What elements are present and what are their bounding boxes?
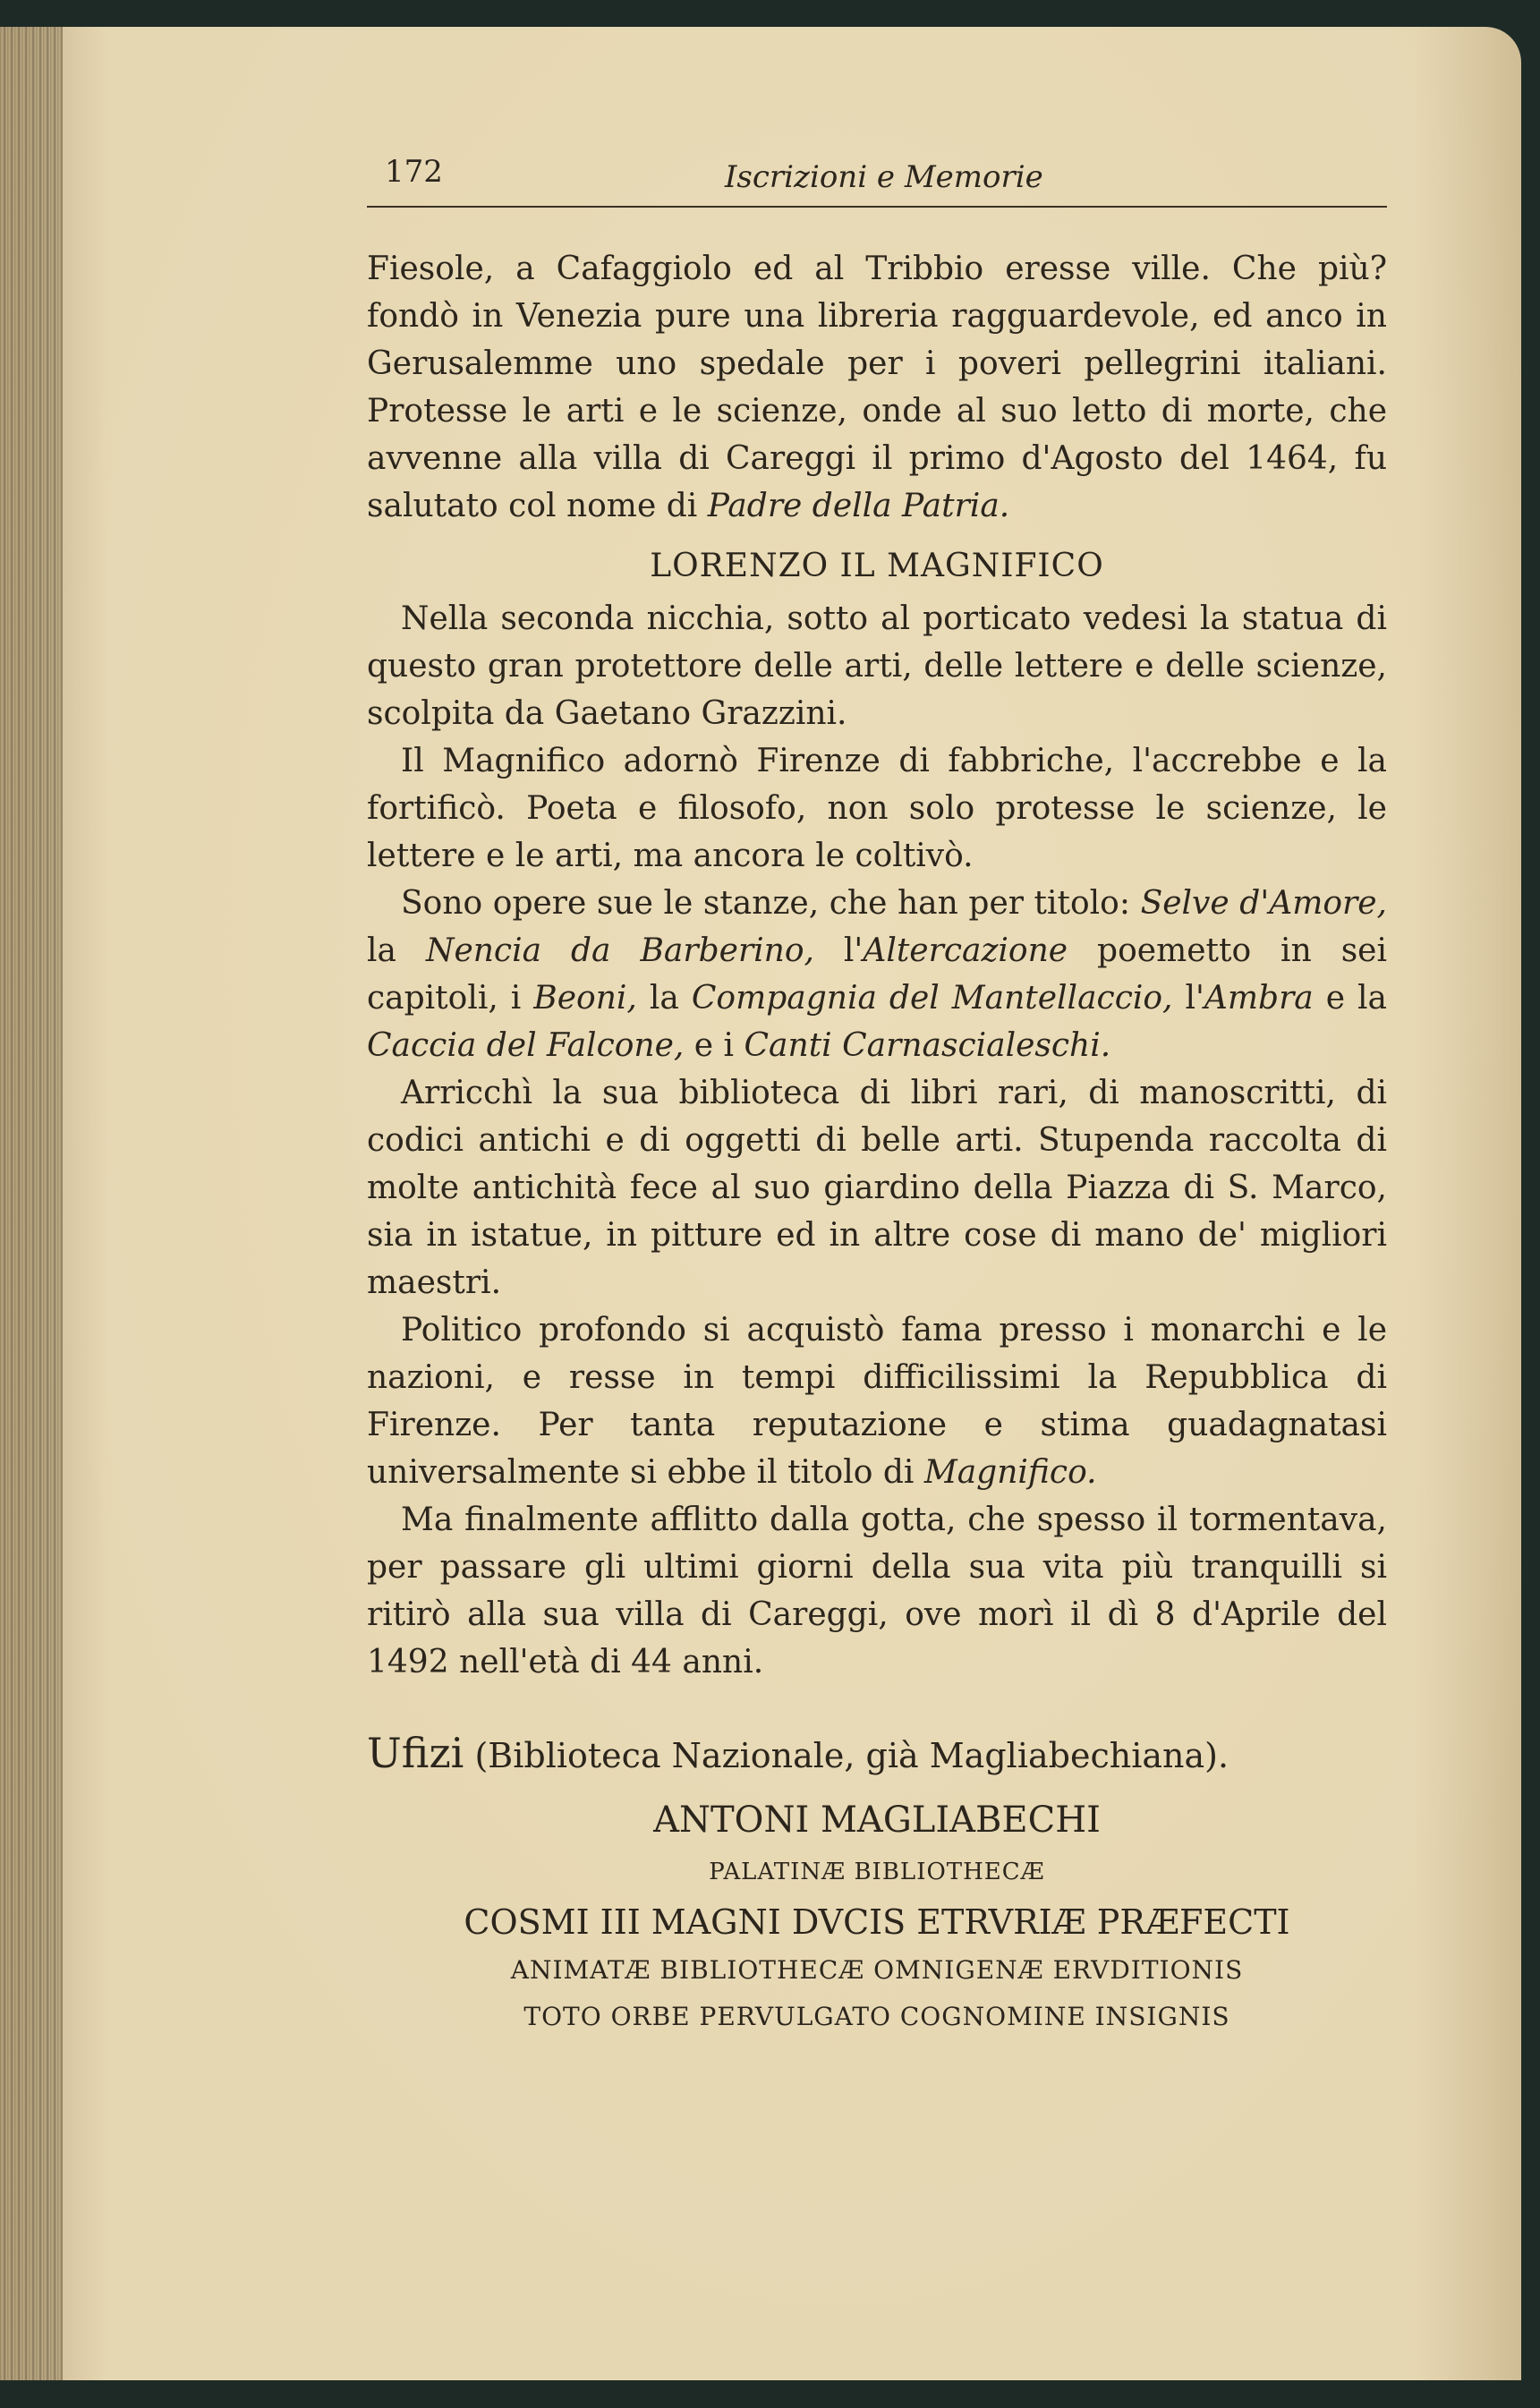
paragraph-death: Ma finalmente afflitto dalla gotta, che spesso il tormentava, per passare gli ultimi giorni della sua vita più tranquilli si ritirò alla sua villa di Careggi, ove morì il dì 8 d'Aprile del 1492 nell'età di 44 anni. — [367, 1502, 1387, 1680]
section-title: LORENZO IL MAGNIFICO — [650, 548, 1104, 584]
works-text-1: Sono opere sue le stanze, che han per titolo: — [401, 885, 1141, 922]
inscription-line-1: ANTONI MAGLIABECHI — [653, 1800, 1101, 1841]
page-content — [367, 134, 1387, 2040]
works-text-7: e la — [1313, 980, 1388, 1017]
paragraph-works — [367, 880, 1387, 1069]
page-header — [367, 134, 1387, 208]
ufizi-label: Ufizi — [367, 1729, 464, 1777]
page-number: 172 — [385, 154, 443, 190]
ufizi-heading — [367, 1729, 1387, 1777]
works-text-6: l' — [1172, 980, 1204, 1017]
inscription-line-4: ANIMATÆ BIBLIOTHECÆ OMNIGENÆ ERVDITIONIS — [510, 1955, 1244, 1985]
inscription-block — [367, 1793, 1387, 2040]
works-text-3: l' — [813, 932, 864, 969]
paragraph-florence: Il Magnifico adornò Firenze di fabbriche, l'accrebbe e la fortificò. Poeta e filosofo, non solo protesse le scienze, le lettere e le arti, ma ancora le coltivò. — [367, 743, 1387, 874]
opening-paragraph — [367, 245, 1387, 530]
paragraph-statue: Nella seconda nicchia, sotto al porticato vedesi la statua di questo gran protettore delle arti, delle lettere e delle scienze, scolpita da Gaetano Grazzini. — [367, 600, 1387, 732]
paragraph-library: Arricchì la sua biblioteca di libri rari, di manoscritti, di codici antichi e di oggetti di belle arti. Stupenda raccolta di molte antichità fece al suo giardino della Piazza di S. Marco, sia in istatue, in pitture ed in altre cose di mano de' migliori maestri. — [367, 1075, 1387, 1301]
works-text-2: la — [367, 932, 426, 969]
works-title-8: Canti Carnascialeschi. — [744, 1027, 1111, 1064]
politics-text: Politico profondo si acquistò fama presso i monarchi e le nazioni, e resse in tempi difficilissimi la Repubblica di Firenze. Per tanta reputazione e stima guadagnatasi universalmente si ebbe il titolo di — [367, 1312, 1387, 1491]
works-title-7: Caccia del Falcone, — [367, 1027, 685, 1064]
inscription-line-2: PALATINÆ BIBLIOTHECÆ — [709, 1859, 1045, 1885]
works-title-4: Beoni, — [533, 980, 637, 1017]
paragraph-politics — [367, 1306, 1387, 1496]
works-text-5: la — [636, 980, 692, 1017]
inscription-line-5: TOTO ORBE PERVULGATO COGNOMINE INSIGNIS — [523, 2002, 1230, 2031]
opening-paragraph-text: Fiesole, a Cafaggiolo ed al Tribbio eresse ville. Che più? fondò in Venezia pure una libreria ragguardevole, ed anco in Gerusalemme uno spedale per i poveri pellegrini italiani. Protesse le arti e le scienze, onde al suo letto di morte, che avvenne alla villa di Careggi il primo d'Agosto del 1464, fu salutato col nome di — [367, 251, 1387, 524]
works-text-4: poemetto in sei capitoli, i — [367, 932, 1387, 1017]
works-title-5: Compagnia del Mantellaccio, — [691, 980, 1173, 1017]
works-title-3: Altercazione — [863, 932, 1068, 969]
politics-italic: Magnifico. — [923, 1454, 1097, 1491]
ufizi-detail: (Biblioteca Nazionale, già Magliabechiana). — [464, 1736, 1229, 1775]
works-title-2: Nencia da Barberino, — [425, 932, 814, 969]
works-text-8: e i — [684, 1027, 744, 1064]
works-title-1: Selve d'Amore, — [1140, 885, 1387, 922]
running-title: Iscrizioni e Memorie — [725, 159, 1043, 195]
works-title-6: Ambra — [1204, 980, 1314, 1017]
book-gutter-edges — [0, 27, 63, 2380]
opening-paragraph-italic: Padre della Patria. — [707, 488, 1010, 524]
inscription-line-3: COSMI III MAGNI DVCIS ETRVRIÆ PRÆFECTI — [464, 1902, 1290, 1942]
